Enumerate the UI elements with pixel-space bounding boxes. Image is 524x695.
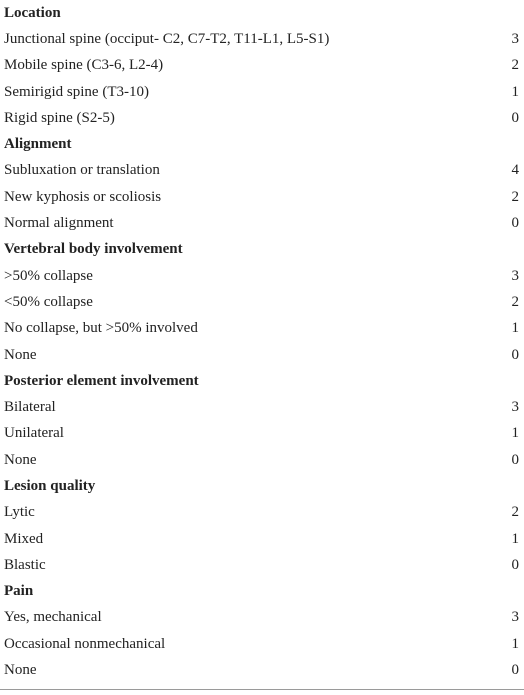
row-label: Mobile spine (C3-6, L2-4) [4, 57, 164, 74]
row-label: New kyphosis or scoliosis [4, 188, 162, 205]
row-label: None [4, 451, 37, 468]
table-row [0, 552, 524, 578]
section-title: Vertebral body involvement [4, 241, 183, 258]
row-score: 2 [511, 293, 519, 310]
section-title: Pain [4, 583, 34, 600]
row-label: <50% collapse [4, 293, 93, 310]
table-row [0, 342, 524, 368]
row-score: 3 [511, 30, 519, 47]
table-row [0, 500, 524, 526]
section-title: Alignment [4, 136, 72, 153]
row-label: Semirigid spine (T3-10) [4, 83, 149, 100]
table-row [0, 184, 524, 210]
row-score: 2 [511, 57, 519, 74]
row-score: 3 [511, 267, 519, 284]
table-row [0, 605, 524, 631]
table-row [0, 53, 524, 79]
row-score: 3 [511, 399, 519, 416]
row-score: 3 [511, 609, 519, 626]
row-score: 2 [511, 504, 519, 521]
table-row [0, 158, 524, 184]
row-label: Rigid spine (S2-5) [4, 109, 115, 126]
table-row [0, 394, 524, 420]
table-row [0, 526, 524, 552]
row-score: 1 [511, 425, 519, 442]
section-header-alignment [0, 131, 524, 157]
row-label: None [4, 346, 37, 363]
table-row [0, 657, 524, 683]
row-score: 0 [511, 556, 519, 573]
row-label: Lytic [4, 504, 35, 521]
table-row [0, 421, 524, 447]
row-label: Mixed [4, 530, 44, 547]
section-header-posterior-element-involvement [0, 368, 524, 394]
row-label: Junctional spine (occiput- C2, C7-T2, T11-L1, L5-S1) [4, 30, 330, 47]
table-row [0, 447, 524, 473]
table-row [0, 105, 524, 131]
row-score: 0 [511, 451, 519, 468]
table-row [0, 79, 524, 105]
row-score: 0 [511, 109, 519, 126]
row-score: 0 [511, 662, 519, 679]
row-label: Unilateral [4, 425, 64, 442]
row-score: 4 [511, 162, 519, 179]
table-bottom-divider [0, 689, 524, 690]
row-label: None [4, 662, 37, 679]
section-header-vertebral-body-involvement [0, 237, 524, 263]
row-label: Subluxation or translation [4, 162, 160, 179]
table-row [0, 289, 524, 315]
table-row [0, 26, 524, 52]
section-header-pain [0, 579, 524, 605]
row-score: 1 [511, 530, 519, 547]
row-label: No collapse, but >50% involved [4, 320, 198, 337]
row-label: Occasional nonmechanical [4, 635, 166, 652]
row-score: 1 [511, 320, 519, 337]
section-title: Location [4, 4, 61, 21]
row-label: >50% collapse [4, 267, 93, 284]
section-title: Posterior element involvement [4, 372, 199, 389]
row-label: Bilateral [4, 399, 56, 416]
row-label: Yes, mechanical [4, 609, 102, 626]
row-score: 0 [511, 346, 519, 363]
table-row [0, 316, 524, 342]
table-row [0, 631, 524, 657]
row-score: 1 [511, 83, 519, 100]
row-score: 0 [511, 215, 519, 232]
section-title: Lesion quality [4, 477, 96, 494]
row-label: Blastic [4, 556, 46, 573]
section-header-lesion-quality [0, 473, 524, 499]
row-score: 2 [511, 188, 519, 205]
section-header-location [0, 0, 524, 26]
table-row [0, 210, 524, 236]
row-label: Normal alignment [4, 215, 114, 232]
table-row [0, 263, 524, 289]
row-score: 1 [511, 635, 519, 652]
